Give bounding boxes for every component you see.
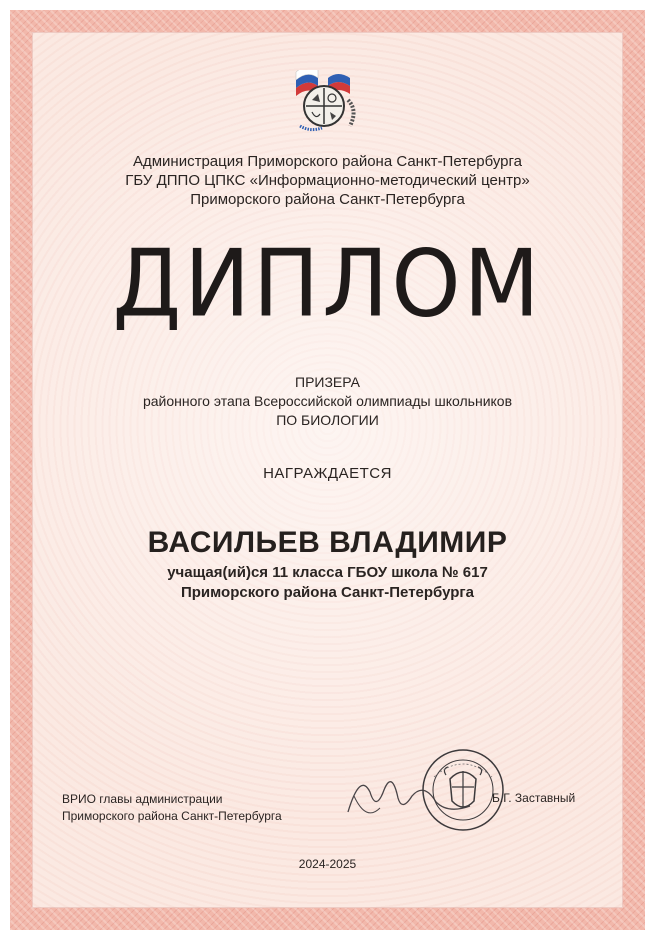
organization-header xyxy=(0,152,655,209)
signatory-position xyxy=(62,791,282,825)
award-verb: НАГРАЖДАЕТСЯ xyxy=(263,465,392,482)
organization-line-3: Приморского района Санкт-Петербурга xyxy=(190,191,465,208)
recipient-name: ВАСИЛЬЕВ ВЛАДИМИР xyxy=(147,526,508,559)
recipient-district: Приморского района Санкт-Петербурга xyxy=(180,584,475,601)
recipient-details: учащая(ий)ся 11 класса ГБОУ школа № 617 xyxy=(167,564,488,581)
organization-line-2: ГБУ ДППО ЦПКС «Информационно-методический центр» xyxy=(125,172,530,189)
academic-year: 2024-2025 xyxy=(298,857,357,871)
award-stage: районного этапа Всероссийской олимпиады школьников xyxy=(142,393,513,409)
award-type: ПРИЗЕРА xyxy=(295,374,360,390)
olympiad-emblem-icon xyxy=(288,70,364,132)
organization-line-1: Администрация Приморского района Санкт-Петербурга xyxy=(132,153,522,170)
diploma-title: ДИПЛОМ xyxy=(112,229,543,338)
signatory-position-line-2: Приморского района Санкт-Петербурга xyxy=(62,809,282,823)
award-subject: ПО БИОЛОГИИ xyxy=(276,412,379,428)
signatory-position-line-1: ВРИО главы администрации xyxy=(62,792,223,806)
award-description xyxy=(0,373,655,430)
official-seal-icon xyxy=(420,747,506,833)
signatory-name: Б.Г. Заставный xyxy=(492,791,576,805)
